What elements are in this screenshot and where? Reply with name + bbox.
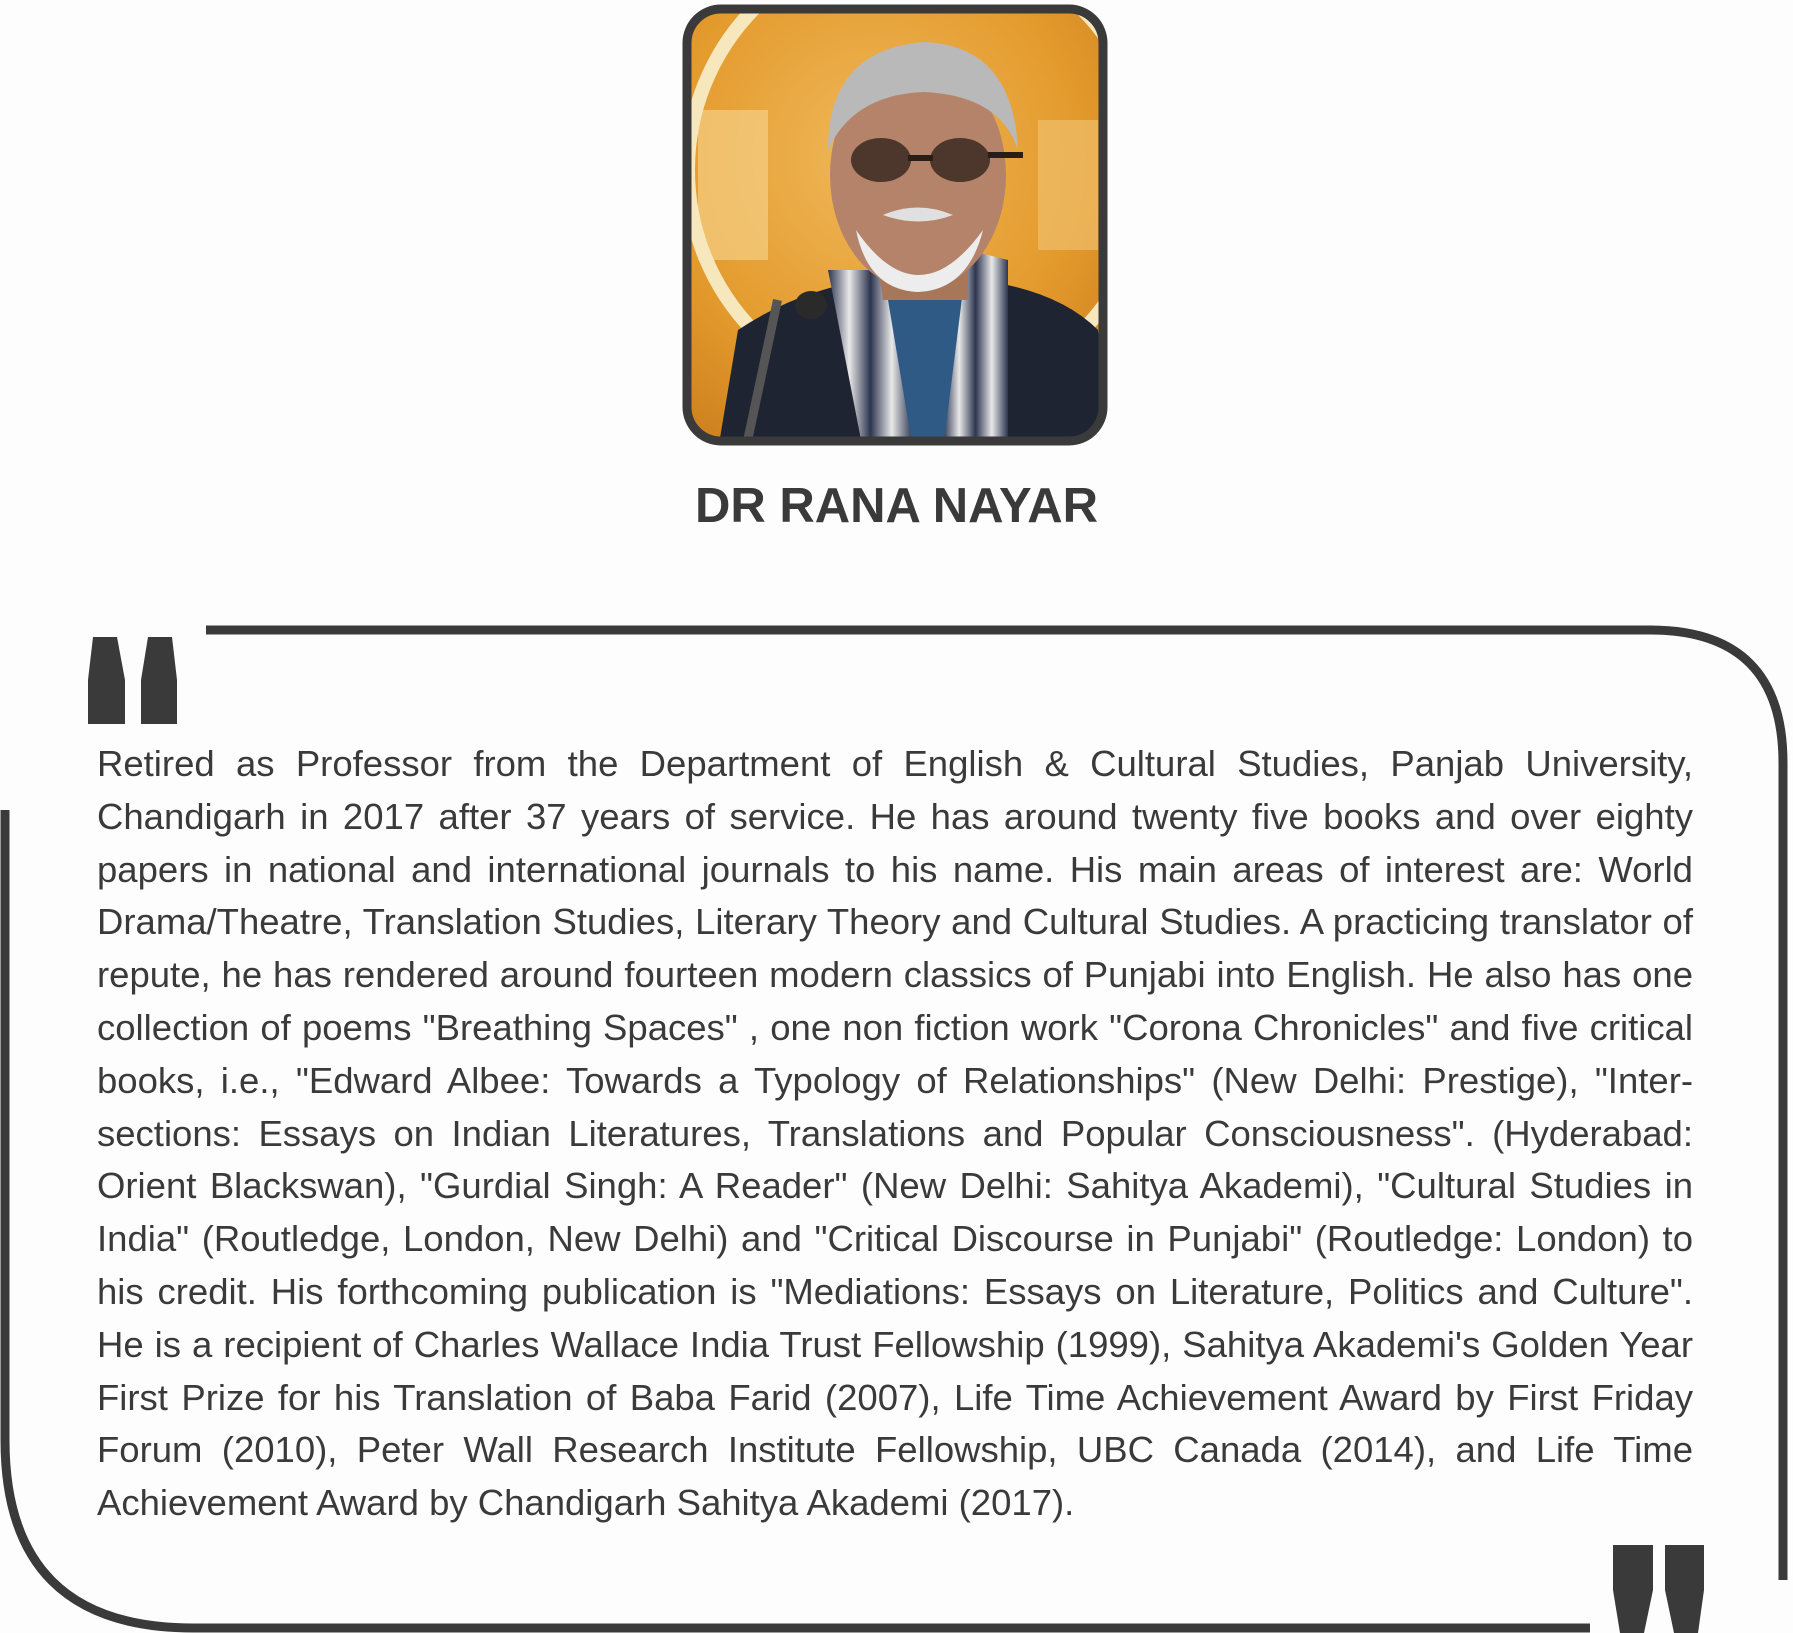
close-quote-icon (1613, 1545, 1704, 1633)
open-quote-icon (88, 637, 177, 724)
person-name: DR RANA NAYAR (695, 479, 1098, 533)
biography-text: Retired as Professor from the Department of English & Cultural Studies, Panjab University, Chandigarh in 2017 after 37 years of service. He has around twenty five books and over eighty papers in national and international journals to his name. His main areas of interest are: World Drama/Theatre, Translation Studies, Literary Theory and Cultural Studies. A practicing translator of repute, he has rendered around fourteen modern classics of Punjabi into English. He also has one collection of poems "Breathing Spaces" , one non fiction work "Corona Chronicles" and five critical books, i.e., "Edward Albee: Towards a Typology of Relationships" (New Delhi: Prestige), "Inter-sections: Essays on Indian Literatures, Translations and Popular Consciousness". (Hyderabad: Orient Blackswan), "Gurdial Singh: A Reader" (New Delhi: Sahitya Akademi), "Cultural Studies in India" (Routledge, London, New Delhi) and "Critical Discourse in Punjabi" (Routledge: London) to his credit. His forthcoming publication is "Mediations: Essays on Literature, Politics and Culture". He is a recipient of Charles Wallace India Trust Fellowship (1999), Sahitya Akademi's Golden Year First Prize for his Translation of Baba Farid (2007), Life Time Achievement Award by First Friday Forum (2010), Peter Wall Research Institute Fellowship, UBC Canada (2014), and Life Time Achievement Award by Chandigarh Sahitya Akademi (2017). (97, 743, 1693, 1524)
